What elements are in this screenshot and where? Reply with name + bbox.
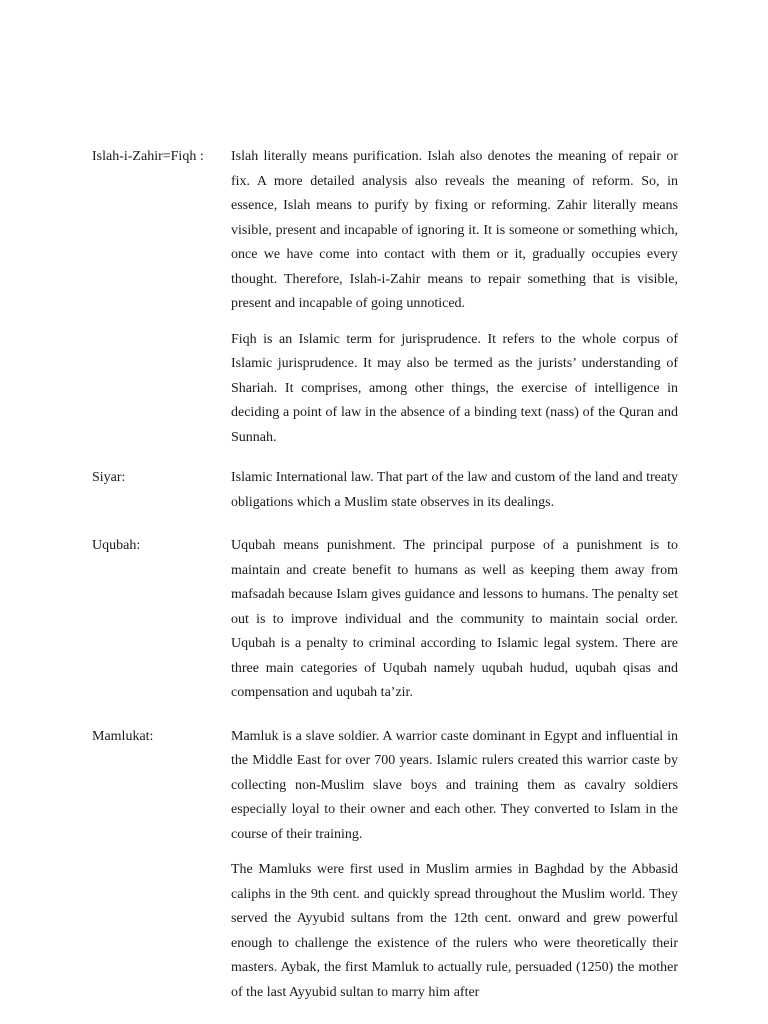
glossary-term: Uqubah:	[92, 538, 141, 553]
glossary-entry-siyar	[92, 466, 678, 526]
glossary-definition	[231, 725, 678, 1006]
definition-paragraph: Islah literally means purification. Islah also denotes the meaning of repair or fix. A more detailed analysis also reveals the meaning of reform. So, in essence, Islah means to purify by fixing or reforming. Zahir literally means visible, present and incapable of ignoring it. It is someone or something which, once we have come into contact with them or it, gradually occupies every thought. Therefore, Islah-i-Zahir means to repair something that is visible, present and incapable of going unnoticed.	[231, 149, 678, 311]
glossary-term: Islah-i-Zahir=Fiqh :	[92, 149, 204, 164]
definition-paragraph: The Mamluks were first used in Muslim armies in Baghdad by the Abbasid caliphs in the 9th cent. and quickly spread throughout the Muslim world. They served the Ayyubid sultans from the 12th cent. onward and grew powerful enough to challenge the existence of the rulers who were theoretically their masters. Aybak, the first Mamluk to actually rule, persuaded (1250) the mother of the last Ayyubid sultan to marry him after	[231, 862, 678, 1000]
glossary-definition	[231, 534, 678, 717]
definition-paragraph: Uqubah means punishment. The principal purpose of a punishment is to maintain and create benefit to humans as well as keeping them away from mafsadah because Islam gives guidance and lessons to humans. The penalty set out is to improve individual and the community to maintain social order. Uqubah is a penalty to criminal according to Islamic legal system. There are three main categories of Uqubah namely uqubah hudud, uqubah qisas and compensation and uqubah ta’zir.	[231, 538, 678, 700]
glossary-definition	[231, 466, 678, 526]
glossary-entry-islah-i-zahir-fiqh	[92, 145, 678, 461]
definition-paragraph: Mamluk is a slave soldier. A warrior caste dominant in Egypt and influential in the Middle East for over 700 years. Islamic rulers created this warrior caste by collecting non-Muslim slave boys and training them as cavalry soldiers especially loyal to their owner and each other. They converted to Islam in the course of their training.	[231, 728, 678, 842]
glossary-term: Mamlukat:	[92, 728, 154, 744]
glossary-term: Siyar:	[92, 470, 126, 485]
definition-paragraph: Islamic International law. That part of the law and custom of the land and treaty obligations which a Muslim state observes in its dealings.	[231, 470, 678, 510]
glossary-entry-uqubah	[92, 534, 678, 717]
glossary-definition	[231, 145, 678, 461]
glossary	[92, 145, 678, 1005]
definition-paragraph: Fiqh is an Islamic term for jurisprudence. It refers to the whole corpus of Islamic jurisprudence. It may also be termed as the jurists’ understanding of Shariah. It comprises, among other things, the exercise of intelligence in deciding a point of law in the absence of a binding text (nass) of the Quran and Sunnah.	[231, 331, 678, 445]
glossary-entry-mamlukat	[92, 725, 678, 1006]
